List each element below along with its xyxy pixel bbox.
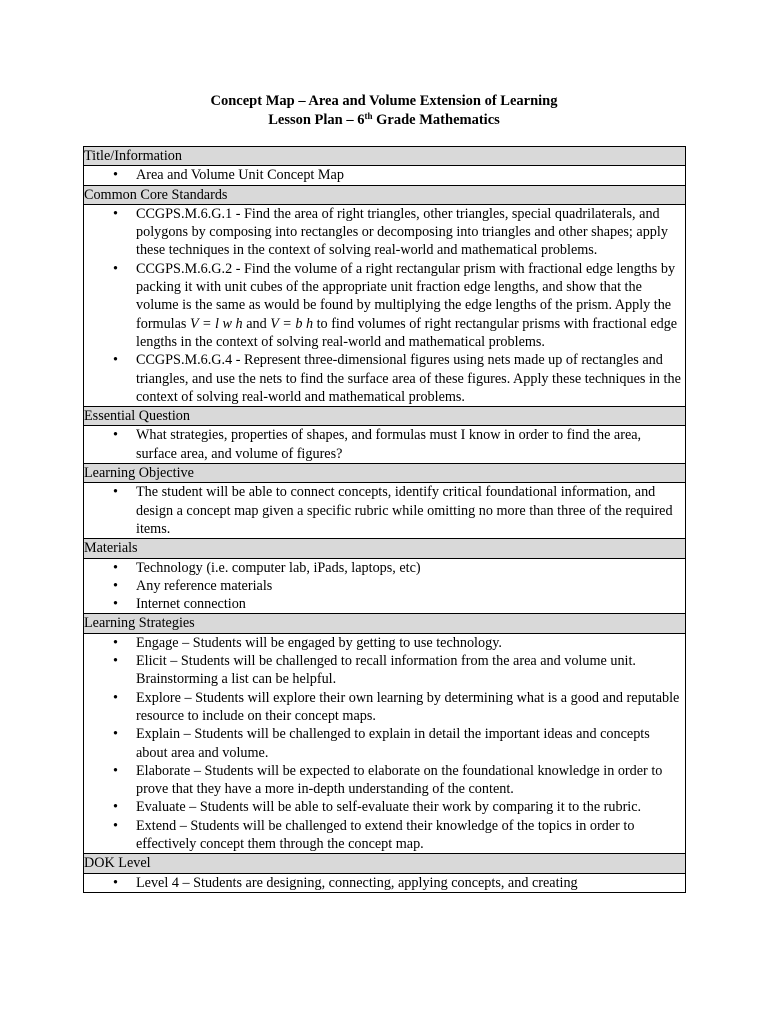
essential-question-list (84, 426, 685, 463)
title-line-1: Concept Map – Area and Volume Extension of Learning (210, 93, 558, 109)
list-item: • What strategies, properties of shapes, and formulas must I know in order to find the area, surface area, and volume of figures? (84, 426, 685, 463)
strategy-elicit: • Elicit – Students will be challenged to recall information from the area and volume unit. Brainstorming a list can be helpful. (84, 652, 685, 689)
strategy-engage: • Engage – Students will be engaged by getting to use technology. (84, 634, 685, 652)
section-heading-learning-objective: Learning Objective (84, 464, 686, 483)
section-heading-title-info: Title/Information (84, 147, 686, 166)
strategy-extend: • Extend – Students will be challenged to extend their knowledge of the topics in order to effectively concept them through the concept map. (84, 817, 685, 854)
list-item: • Technology (i.e. computer lab, iPads, laptops, etc) (84, 559, 685, 577)
formula-volume-bh: V = b h (270, 315, 314, 332)
list-item: • The student will be able to connect concepts, identify critical foundational information, and design a concept map given a specific rubric while omitting no more than three of the required items. (84, 483, 685, 538)
formula-volume-lwh: V = l w h (189, 315, 243, 332)
standard-g2: • CCGPS.M.6.G.2 - Find the volume of a right rectangular prism with fractional edge lengths by packing it with unit cubes of the appropriate unit fraction edge lengths, and show that the volume is the same as would be found by multiplying the edge lengths of the prism. Apply the formulas V = l w h and V = b h to find volumes of right rectangular prisms with fractional edge lengths in the context of solving real-world and mathematical problems. (84, 260, 685, 351)
materials-list (84, 559, 685, 614)
strategy-evaluate: • Evaluate – Students will be able to self-evaluate their work by comparing it to the rubric. (84, 798, 685, 816)
list-item: • Level 4 – Students are designing, connecting, applying concepts, and creating (84, 874, 685, 892)
section-heading-standards: Common Core Standards (84, 185, 686, 204)
section-heading-materials: Materials (84, 539, 686, 558)
section-heading-learning-strategies: Learning Strategies (84, 614, 686, 633)
learning-objective-list (84, 483, 685, 538)
list-item: • Area and Volume Unit Concept Map (84, 166, 685, 184)
standard-g1: • CCGPS.M.6.G.1 - Find the area of right triangles, other triangles, special quadrilaterals, and polygons by composing into rectangles or decomposing into triangles and other shapes; apply these techniques in the context of solving real-world and mathematical problems. (84, 205, 685, 260)
strategy-explore: • Explore – Students will explore their own learning by determining what is a good and reputable resource to include on their concept maps. (84, 689, 685, 726)
strategy-explain: • Explain – Students will be challenged to explain in detail the important ideas and concepts about area and volume. (84, 725, 685, 762)
standards-list (84, 205, 685, 406)
list-item: • Internet connection (84, 595, 685, 613)
dok-list (84, 874, 685, 892)
title-info-list (84, 166, 685, 184)
document-title (0, 92, 768, 130)
list-item: • Any reference materials (84, 577, 685, 595)
standard-g4: • CCGPS.M.6.G.4 - Represent three-dimensional figures using nets made up of rectangles and triangles, and use the nets to find the surface area of these figures. Apply these techniques in the context of solving real-world and mathematical problems. (84, 351, 685, 406)
title-line-2: Lesson Plan – 6th Grade Mathematics (268, 111, 500, 128)
lesson-plan-table (83, 146, 686, 893)
learning-strategies-list (84, 634, 685, 854)
section-heading-essential-question: Essential Question (84, 407, 686, 426)
strategy-elaborate: • Elaborate – Students will be expected to elaborate on the foundational knowledge in order to prove that they have a more in-depth understanding of the content. (84, 762, 685, 799)
section-heading-dok-level: DOK Level (84, 854, 686, 873)
